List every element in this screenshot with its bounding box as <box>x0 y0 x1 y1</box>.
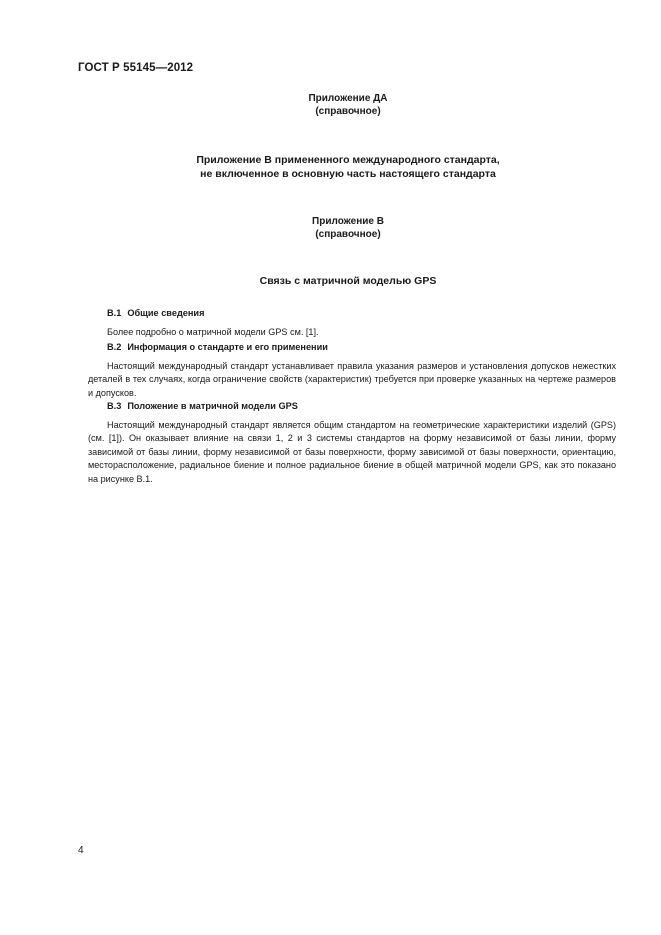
annex-b-note: (справочное) <box>315 229 381 240</box>
section-number: В.3 <box>107 401 122 411</box>
annex-b-label: Приложение В <box>312 216 384 227</box>
annex-da-note: (справочное) <box>315 106 381 117</box>
section-b3 <box>88 400 616 486</box>
section-number: В.1 <box>107 308 122 318</box>
section-paragraph: Более подробно о матричной модели GPS см. [1]. <box>107 327 319 337</box>
annex-b-header <box>78 215 618 241</box>
page-number: 4 <box>78 845 84 856</box>
section-number: В.2 <box>107 342 122 352</box>
section-heading <box>88 400 616 413</box>
annex-da-label: Приложение ДА <box>308 93 388 104</box>
annex-da-title-line2: не включенное в основную часть настоящего стандарта <box>200 168 496 180</box>
annex-da-header <box>78 92 618 118</box>
annex-b-title: Связь с матричной моделью GPS <box>259 275 437 287</box>
section-paragraph: Настоящий международный стандарт является общим стандартом на геометрические характеристики изделий (GPS) (см. [1]). Он оказывает влияние на связи 1, 2 и 3 системы стандартов на форму независимой от базы линии, форму зависимой от базы линии, форму независимой от базы поверхности, форму зависимой от базы поверхности, ориентацию, месторасположение, радиальное биение и полное радиальное биение в общей матричной модели GPS, как это показано на рисунке В.1. <box>88 420 616 484</box>
section-b2 <box>88 341 616 400</box>
section-title: Положение в матричной модели GPS <box>127 401 298 411</box>
section-title: Информация о стандарте и его применении <box>127 342 328 352</box>
annex-da-title-line1: Приложение В примененного международного стандарта, <box>196 154 500 166</box>
section-title: Общие сведения <box>127 308 205 318</box>
section-b1 <box>88 307 616 339</box>
section-heading <box>88 307 616 320</box>
section-heading <box>88 341 616 354</box>
section-paragraph: Настоящий международный стандарт устанавливает правила указания размеров и установления допусков нежестких деталей в тех случаях, когда ограничение свойств (характеристик) требуется при проверке указанных на чертеже размеров и допусков. <box>88 361 616 398</box>
annex-da-title <box>78 153 618 181</box>
document-code: ГОСТ Р 55145—2012 <box>78 62 194 74</box>
